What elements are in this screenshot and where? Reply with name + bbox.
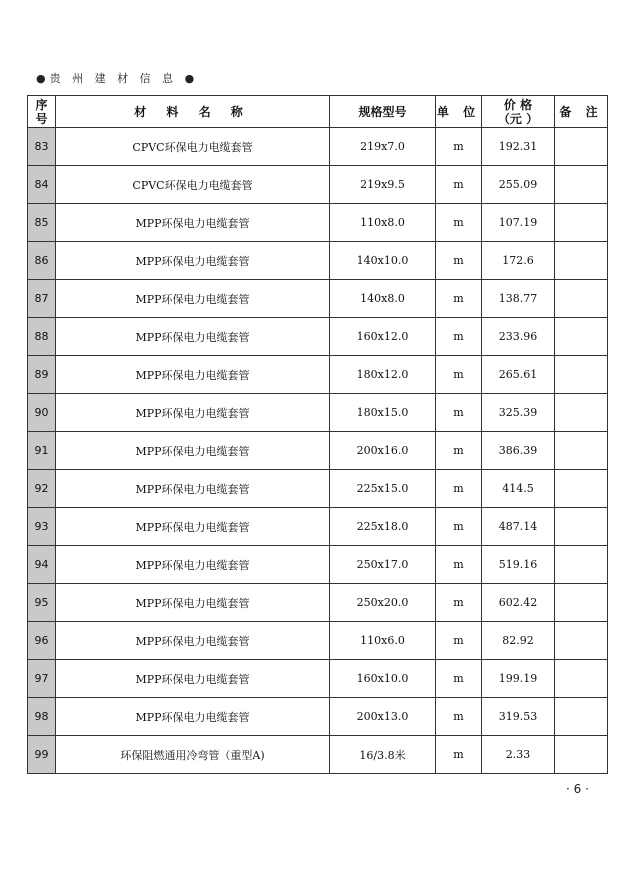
cell-index: 83 [28, 128, 56, 166]
cell-spec: 160x12.0 [330, 318, 436, 356]
table-body [28, 128, 608, 774]
cell-material-name: MPP环保电力电缆套管 [56, 470, 330, 508]
cell-note [555, 622, 608, 660]
cell-unit: m [436, 584, 482, 622]
cell-spec: 140x8.0 [330, 280, 436, 318]
cell-price: 265.61 [482, 356, 555, 394]
cell-unit: m [436, 698, 482, 736]
cell-material-name: CPVC环保电力电缆套管 [56, 166, 330, 204]
column-header-index [28, 96, 56, 128]
cell-spec: 219x7.0 [330, 128, 436, 166]
table-row [28, 280, 608, 318]
cell-spec: 250x20.0 [330, 584, 436, 622]
cell-price: 138.77 [482, 280, 555, 318]
cell-price: 414.5 [482, 470, 555, 508]
cell-spec: 16/3.8米 [330, 736, 436, 774]
table-row [28, 356, 608, 394]
cell-unit: m [436, 546, 482, 584]
cell-index: 92 [28, 470, 56, 508]
column-header-unit: 单 位 [436, 96, 482, 128]
cell-note [555, 698, 608, 736]
cell-index: 86 [28, 242, 56, 280]
table-row [28, 432, 608, 470]
cell-material-name: 环保阻燃通用冷弯管（重型A) [56, 736, 330, 774]
cell-unit: m [436, 128, 482, 166]
column-header-price-line1: 价 格 [503, 97, 533, 112]
table-row [28, 546, 608, 584]
cell-note [555, 394, 608, 432]
cell-spec: 110x6.0 [330, 622, 436, 660]
cell-index: 85 [28, 204, 56, 242]
cell-note [555, 736, 608, 774]
cell-note [555, 242, 608, 280]
column-header-name: 材 料 名 称 [56, 96, 330, 128]
cell-price: 172.6 [482, 242, 555, 280]
table-row [28, 470, 608, 508]
cell-unit: m [436, 166, 482, 204]
column-header-note: 备 注 [555, 96, 608, 128]
cell-spec: 219x9.5 [330, 166, 436, 204]
column-header-spec: 规格型号 [330, 96, 436, 128]
cell-unit: m [436, 622, 482, 660]
cell-material-name: MPP环保电力电缆套管 [56, 508, 330, 546]
cell-spec: 250x17.0 [330, 546, 436, 584]
cell-note [555, 318, 608, 356]
table-row [28, 166, 608, 204]
cell-price: 255.09 [482, 166, 555, 204]
cell-index: 95 [28, 584, 56, 622]
table-row [28, 394, 608, 432]
cell-price: 325.39 [482, 394, 555, 432]
cell-material-name: MPP环保电力电缆套管 [56, 584, 330, 622]
cell-spec: 200x13.0 [330, 698, 436, 736]
cell-unit: m [436, 508, 482, 546]
cell-index: 94 [28, 546, 56, 584]
table-row [28, 242, 608, 280]
cell-note [555, 432, 608, 470]
cell-spec: 180x12.0 [330, 356, 436, 394]
cell-unit: m [436, 242, 482, 280]
cell-note [555, 470, 608, 508]
cell-price: 602.42 [482, 584, 555, 622]
cell-index: 98 [28, 698, 56, 736]
cell-unit: m [436, 470, 482, 508]
price-table [27, 95, 608, 774]
cell-unit: m [436, 394, 482, 432]
table-header-row [28, 96, 608, 128]
cell-note [555, 128, 608, 166]
cell-unit: m [436, 660, 482, 698]
page-number: · 6 · [566, 782, 589, 796]
cell-price: 82.92 [482, 622, 555, 660]
column-header-price-line2: （元 ） [497, 111, 539, 126]
column-header-index-line1: 序 [35, 97, 48, 112]
table-row [28, 584, 608, 622]
cell-unit: m [436, 280, 482, 318]
cell-material-name: MPP环保电力电缆套管 [56, 394, 330, 432]
cell-index: 96 [28, 622, 56, 660]
cell-unit: m [436, 432, 482, 470]
cell-price: 107.19 [482, 204, 555, 242]
cell-index: 88 [28, 318, 56, 356]
cell-note [555, 356, 608, 394]
table-row [28, 318, 608, 356]
cell-price: 199.19 [482, 660, 555, 698]
cell-price: 2.33 [482, 736, 555, 774]
cell-material-name: MPP环保电力电缆套管 [56, 318, 330, 356]
cell-material-name: MPP环保电力电缆套管 [56, 432, 330, 470]
cell-index: 84 [28, 166, 56, 204]
cell-unit: m [436, 736, 482, 774]
cell-unit: m [436, 204, 482, 242]
cell-spec: 200x16.0 [330, 432, 436, 470]
column-header-price [482, 96, 555, 128]
cell-material-name: MPP环保电力电缆套管 [56, 242, 330, 280]
cell-material-name: MPP环保电力电缆套管 [56, 698, 330, 736]
cell-index: 87 [28, 280, 56, 318]
cell-spec: 225x18.0 [330, 508, 436, 546]
cell-material-name: MPP环保电力电缆套管 [56, 280, 330, 318]
cell-note [555, 546, 608, 584]
cell-price: 233.96 [482, 318, 555, 356]
publication-header: ●贵 州 建 材 信 息 ● [36, 72, 199, 85]
cell-note [555, 660, 608, 698]
table-row [28, 736, 608, 774]
cell-index: 99 [28, 736, 56, 774]
cell-unit: m [436, 356, 482, 394]
cell-price: 192.31 [482, 128, 555, 166]
cell-note [555, 508, 608, 546]
cell-spec: 110x8.0 [330, 204, 436, 242]
column-header-index-line2: 号 [35, 111, 48, 126]
cell-material-name: MPP环保电力电缆套管 [56, 356, 330, 394]
table-row [28, 204, 608, 242]
cell-spec: 180x15.0 [330, 394, 436, 432]
cell-spec: 140x10.0 [330, 242, 436, 280]
table-row [28, 622, 608, 660]
cell-spec: 225x15.0 [330, 470, 436, 508]
cell-note [555, 204, 608, 242]
cell-price: 519.16 [482, 546, 555, 584]
cell-index: 91 [28, 432, 56, 470]
table-row [28, 698, 608, 736]
cell-index: 93 [28, 508, 56, 546]
cell-unit: m [436, 318, 482, 356]
cell-price: 487.14 [482, 508, 555, 546]
cell-note [555, 280, 608, 318]
cell-index: 97 [28, 660, 56, 698]
cell-note [555, 584, 608, 622]
table-row [28, 128, 608, 166]
cell-index: 90 [28, 394, 56, 432]
cell-material-name: CPVC环保电力电缆套管 [56, 128, 330, 166]
cell-material-name: MPP环保电力电缆套管 [56, 546, 330, 584]
table-row [28, 508, 608, 546]
cell-index: 89 [28, 356, 56, 394]
cell-price: 386.39 [482, 432, 555, 470]
table-row [28, 660, 608, 698]
cell-material-name: MPP环保电力电缆套管 [56, 660, 330, 698]
cell-material-name: MPP环保电力电缆套管 [56, 622, 330, 660]
cell-material-name: MPP环保电力电缆套管 [56, 204, 330, 242]
cell-price: 319.53 [482, 698, 555, 736]
cell-note [555, 166, 608, 204]
cell-spec: 160x10.0 [330, 660, 436, 698]
